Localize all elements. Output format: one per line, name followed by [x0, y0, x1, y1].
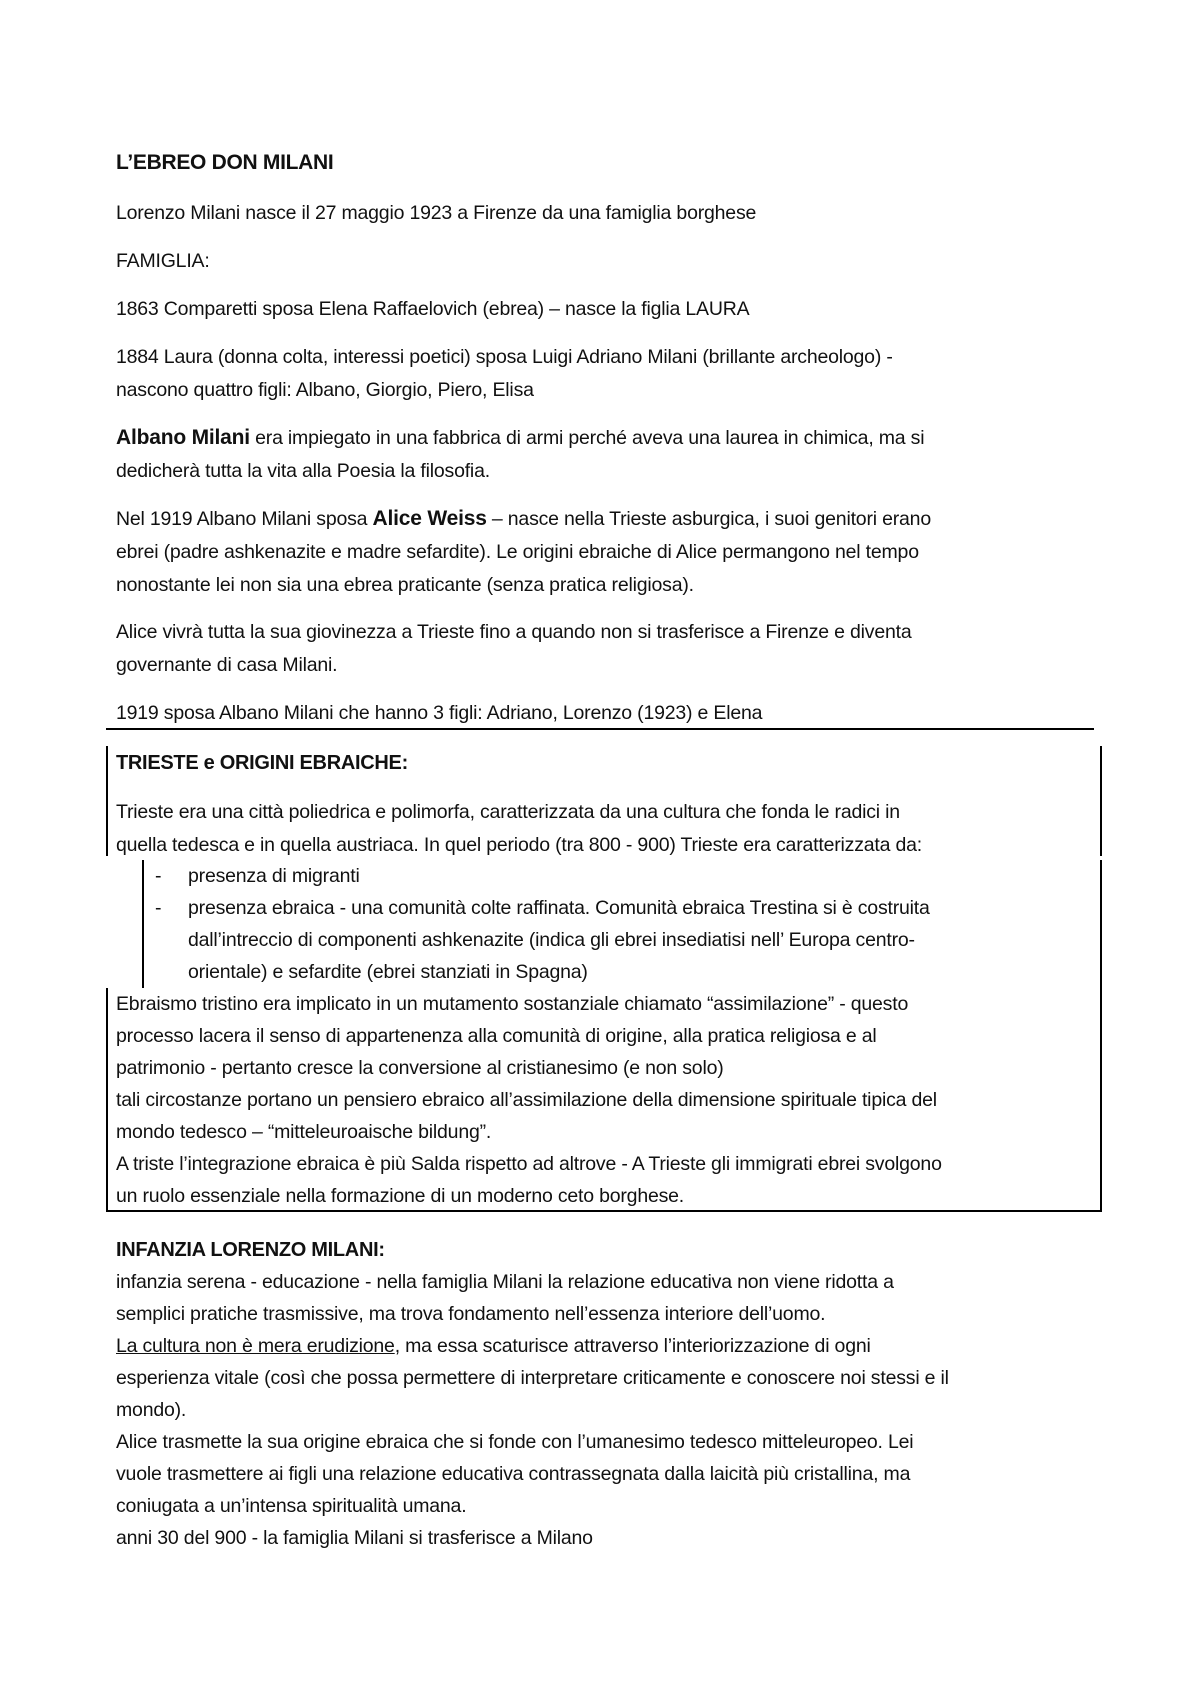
box-right-border-lower [1100, 988, 1102, 1210]
trieste-paragraph-2-line-1: Ebraismo tristino era implicato in un mutamento sostanziale chiamato “assimilazione” - questo [116, 993, 909, 1015]
trieste-bullet-2-line-1: presenza ebraica - una comunità colte raffinata. Comunità ebraica Trestina si è costruita [188, 897, 930, 919]
famiglia-paragraph-5-line-1: Alice vivrà tutta la sua giovinezza a Trieste fino a quando non si trasferisce a Firenze e diventa [116, 621, 912, 643]
box-left-border-lower [106, 988, 108, 1210]
famiglia-paragraph-1: 1863 Comparetti sposa Elena Raffaelovich (ebrea) – nasce la figlia LAURA [116, 298, 750, 320]
famiglia-heading: FAMIGLIA: [116, 250, 210, 272]
trieste-paragraph-4-line-1: A triste l’integrazione ebraica è più Salda rispetto ad altrove - A Trieste gli immigrati ebrei svolgono [116, 1153, 942, 1175]
famiglia-paragraph-6: 1919 sposa Albano Milani che hanno 3 figli: Adriano, Lorenzo (1923) e Elena [116, 702, 763, 724]
infanzia-line-4: esperienza vitale (così che possa permettere di interpretare criticamente e conoscere noi stessi e il [116, 1367, 949, 1389]
infanzia-line-2: semplici pratiche trasmissive, ma trova fondamento nell’essenza interiore dell’uomo. [116, 1303, 826, 1325]
list-left-border [142, 860, 144, 988]
infanzia-line-6: Alice trasmette la sua origine ebraica che si fonde con l’umanesimo tedesco mitteleuropeo. Lei [116, 1431, 914, 1453]
famiglia-paragraph-5-line-2: governante di casa Milani. [116, 654, 338, 676]
trieste-bullet-1: presenza di migranti [188, 865, 360, 887]
infanzia-line-8: coniugata a un’intensa spiritualità umana. [116, 1495, 467, 1517]
infanzia-line-1: infanzia serena - educazione - nella famiglia Milani la relazione educativa non viene ridotta a [116, 1271, 894, 1293]
infanzia-line-7: vuole trasmettere ai figli una relazione educativa contrassegnata dalla laicità più cristallina, ma [116, 1463, 911, 1485]
trieste-paragraph-1-line-1: Trieste era una città poliedrica e polimorfa, caratterizzata da una cultura che fonda le radici in [116, 801, 900, 823]
list-right-border [1100, 860, 1102, 988]
trieste-paragraph-2-line-2: processo lacera il senso di appartenenza alla comunità di origine, alla pratica religiosa e al [116, 1025, 877, 1047]
famiglia-paragraph-3-line-1 [116, 422, 924, 455]
famiglia-paragraph-3-line-1-rest: era impiegato in una fabbrica di armi perché aveva una laurea in chimica, ma si [249, 427, 925, 449]
trieste-paragraph-4-line-2: un ruolo essenziale nella formazione di un moderno ceto borghese. [116, 1185, 685, 1207]
trieste-paragraph-3-line-2: mondo tedesco – “mitteleuroaische bildung”. [116, 1121, 492, 1143]
trieste-bullet-2-line-2: dall’intreccio di componenti ashkenazite (indica gli ebrei insediatisi nell’ Europa centro- [188, 929, 915, 951]
section-divider-top [106, 728, 1094, 730]
famiglia-paragraph-4-line-1 [116, 503, 931, 536]
trieste-paragraph-1-line-2: quella tedesca e in quella austriaca. In quel periodo (tra 800 - 900) Trieste era caratterizzata da: [116, 834, 922, 856]
trieste-bullet-2-line-3: orientale) e sefardite (ebrei stanziati in Spagna) [188, 961, 588, 983]
box-right-border-upper [1100, 746, 1102, 856]
famiglia-paragraph-4-line-3: nonostante lei non sia una ebrea praticante (senza pratica religiosa). [116, 574, 694, 596]
infanzia-heading: INFANZIA LORENZO MILANI: [116, 1239, 385, 1261]
famiglia-paragraph-2-line-1: 1884 Laura (donna colta, interessi poetici) sposa Luigi Adriano Milani (brillante archeologo) - [116, 346, 893, 368]
infanzia-line-5: mondo). [116, 1399, 187, 1421]
bullet-marker-2: - [155, 897, 162, 919]
famiglia-paragraph-4-line-2: ebrei (padre ashkenazite e madre sefardite). Le origini ebraiche di Alice permangono nel tempo [116, 541, 919, 563]
bullet-marker-1: - [155, 865, 162, 887]
alice-weiss-name: Alice Weiss [372, 507, 487, 530]
infanzia-line-3-rest: , ma essa scaturisce attraverso l’interiorizzazione di ogni [394, 1335, 871, 1357]
trieste-paragraph-3-line-1: tali circostanze portano un pensiero ebraico all’assimilazione della dimensione spirituale tipica del [116, 1089, 937, 1111]
intro-paragraph: Lorenzo Milani nasce il 27 maggio 1923 a Firenze da una famiglia borghese [116, 202, 757, 224]
famiglia-paragraph-4-line-1-rest: – nasce nella Trieste asburgica, i suoi genitori erano [486, 508, 931, 530]
trieste-heading: TRIESTE e ORIGINI EBRAICHE: [116, 752, 408, 774]
cultura-underlined-phrase: La cultura non è mera erudizione [116, 1335, 395, 1357]
box-left-border-upper [106, 746, 108, 856]
albano-milani-name: Albano Milani [116, 426, 250, 449]
famiglia-paragraph-2-line-2: nascono quattro figli: Albano, Giorgio, Piero, Elisa [116, 379, 534, 401]
infanzia-line-3 [116, 1330, 871, 1363]
trieste-paragraph-2-line-3: patrimonio - pertanto cresce la conversione al cristianesimo (e non solo) [116, 1057, 724, 1079]
infanzia-line-9: anni 30 del 900 - la famiglia Milani si trasferisce a Milano [116, 1527, 593, 1549]
document-title: L’EBREO DON MILANI [116, 151, 334, 174]
famiglia-paragraph-4-prefix: Nel 1919 Albano Milani sposa [116, 508, 373, 530]
famiglia-paragraph-3-line-2: dedicherà tutta la vita alla Poesia la filosofia. [116, 460, 490, 482]
